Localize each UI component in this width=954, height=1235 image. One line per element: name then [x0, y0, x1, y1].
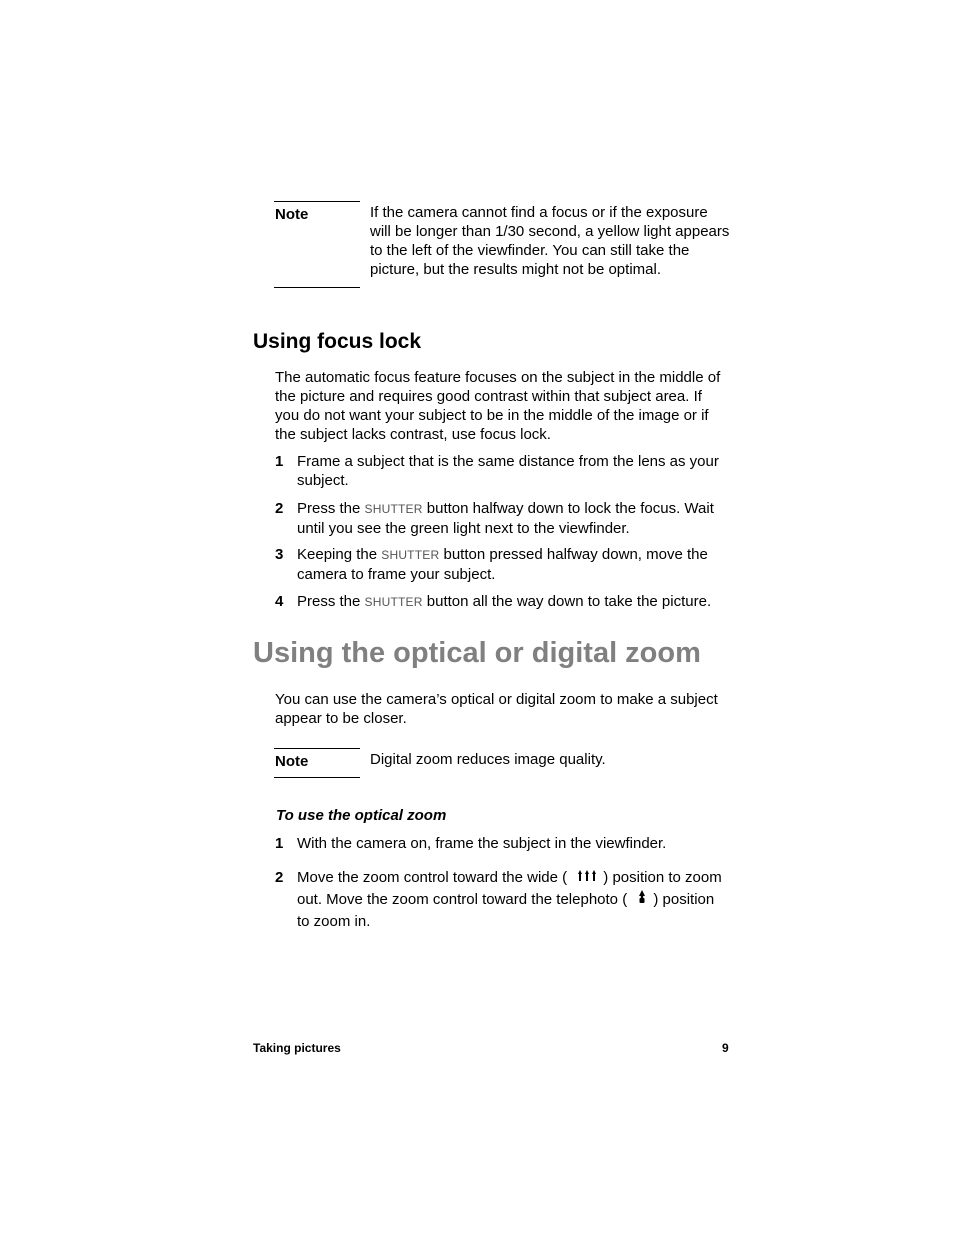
step-number: 3: [275, 546, 284, 563]
note-bottom-rule: [274, 777, 360, 778]
note-label: Note: [275, 206, 309, 223]
note-text: Digital zoom reduces image quality.: [370, 751, 606, 768]
step-text: With the camera on, frame the subject in the viewfinder.: [297, 835, 667, 852]
step-text: Press the SHUTTER button all the way down to take the picture.: [297, 593, 712, 610]
shutter-button-label: SHUTTER: [364, 502, 423, 516]
step-number: 4: [275, 593, 284, 610]
chapter-heading-zoom: Using the optical or digital zoom: [253, 637, 701, 669]
shutter-button-label: SHUTTER: [381, 548, 440, 562]
telephoto-icon: [637, 889, 647, 911]
step-number: 1: [275, 453, 284, 470]
note-box: [274, 201, 729, 289]
section-heading-focus-lock: Using focus lock: [253, 330, 422, 353]
step-number: 2: [275, 500, 284, 517]
zoom-intro: You can use the camera’s optical or digital zoom to make a subject appear to be closer.: [275, 691, 718, 727]
step-number: 1: [275, 835, 284, 852]
note-top-rule: [274, 748, 360, 749]
footer-section-title: Taking pictures: [253, 1041, 341, 1055]
note-text: If the camera cannot find a focus or if the exposure will be longer than 1/30 second, a yellow light appears to the left of the viewfinder. You can still take the picture, but the results might not be optimal.: [370, 204, 730, 278]
shutter-button-label: SHUTTER: [364, 595, 423, 609]
page-number: 9: [722, 1041, 729, 1055]
step-number: 2: [275, 869, 284, 886]
step-text: Press the SHUTTER button halfway down to lock the focus. Wait until you see the green light next to the viewfinder.: [297, 500, 714, 537]
step-text: Frame a subject that is the same distance from the lens as your subject.: [297, 453, 719, 489]
note-bottom-rule: [274, 287, 360, 288]
focus-lock-intro: The automatic focus feature focuses on the subject in the middle of the picture and requires good contrast within that subject area. If you do not want your subject to be in the middle of the image or if the subject lacks contrast, use focus lock.: [275, 369, 721, 443]
note-box: [274, 748, 729, 780]
step-text: Move the zoom control toward the wide ( ) position to zoom out. Move the zoom control toward the telephoto ( ) position to zoom in.: [297, 869, 722, 930]
procedure-title: To use the optical zoom: [276, 807, 447, 824]
step-text: Keeping the SHUTTER button pressed halfway down, move the camera to frame your subject.: [297, 546, 708, 583]
wide-angle-icon: [577, 868, 597, 889]
note-top-rule: [274, 201, 360, 202]
note-label: Note: [275, 753, 309, 770]
